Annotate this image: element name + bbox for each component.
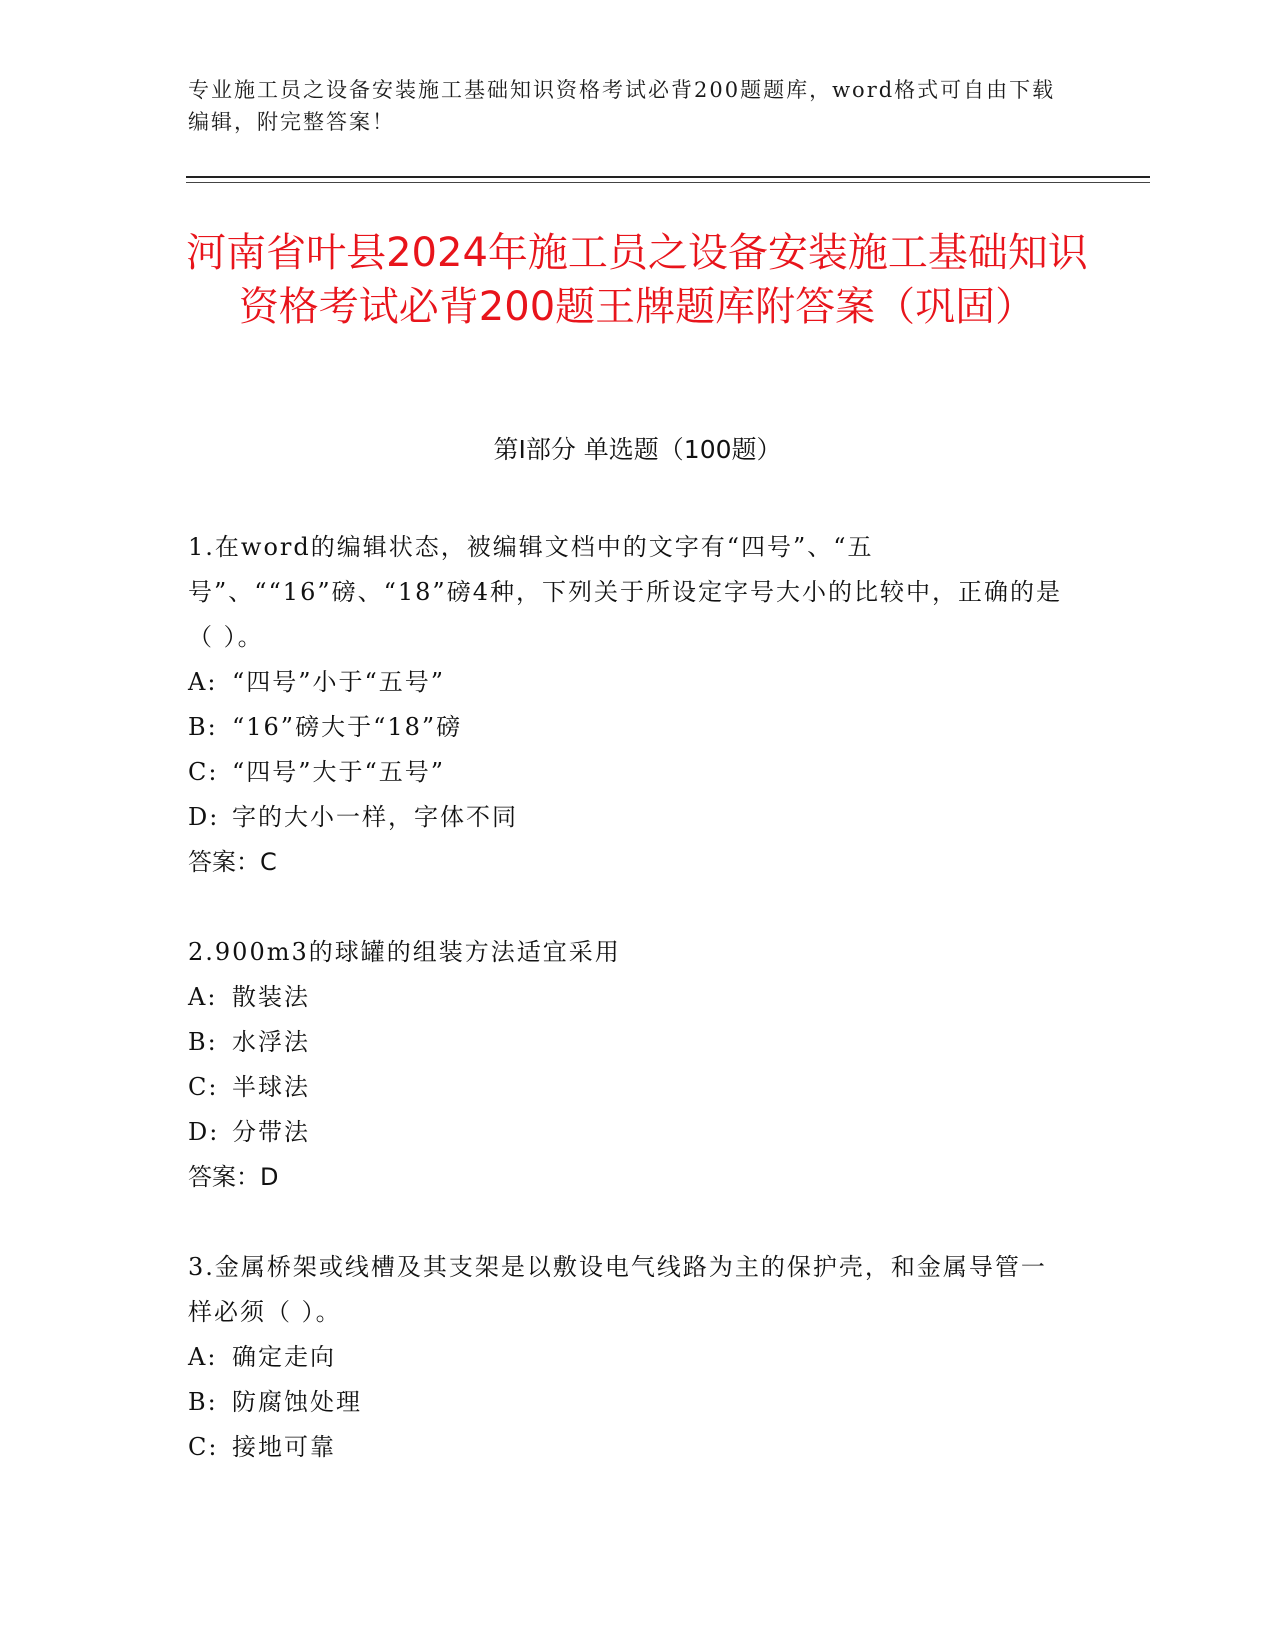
question-stem: 3.金属桥架或线槽及其支架是以敷设电气线路为主的保护壳，和金属导管一样必须（ ）。 <box>188 1253 1047 1326</box>
question-2 <box>188 930 1068 1200</box>
option-key: D: <box>188 803 220 831</box>
option-text: 散装法 <box>232 983 310 1011</box>
option-text: 水浮法 <box>232 1028 310 1056</box>
question-3 <box>188 1245 1068 1470</box>
question-stem: 1.在word的编辑状态，被编辑文档中的文字有“四号”、“五号”、““16”磅、“18”磅4种，下列关于所设定字号大小的比较中，正确的是（ ）。 <box>188 533 1062 651</box>
option-text: 半球法 <box>232 1073 310 1101</box>
question-1 <box>188 525 1068 885</box>
option-text: “四号”小于“五号” <box>232 668 446 696</box>
option-key: C: <box>188 1433 219 1461</box>
option-c <box>188 1425 1068 1470</box>
option-b <box>188 1380 1068 1425</box>
option-key: C: <box>188 758 219 786</box>
option-key: A: <box>188 983 218 1011</box>
option-text: 接地可靠 <box>232 1433 336 1461</box>
header-divider-thin <box>186 182 1150 183</box>
option-text: 确定走向 <box>232 1343 336 1371</box>
option-key: C: <box>188 1073 219 1101</box>
option-b <box>188 1020 1068 1065</box>
option-text: “16”磅大于“18”磅 <box>232 713 463 741</box>
option-a <box>188 1335 1068 1380</box>
option-key: B: <box>188 1028 218 1056</box>
option-key: B: <box>188 1388 218 1416</box>
option-key: B: <box>188 713 218 741</box>
option-d <box>188 1110 1068 1155</box>
option-c <box>188 750 1068 795</box>
option-d <box>188 795 1068 840</box>
option-a <box>188 975 1068 1020</box>
option-c <box>188 1065 1068 1110</box>
option-text: 字的大小一样，字体不同 <box>232 803 518 831</box>
answer: 答案：C <box>188 848 277 876</box>
option-key: A: <box>188 1343 218 1371</box>
option-a <box>188 660 1068 705</box>
header-note: 专业施工员之设备安装施工基础知识资格考试必背200题题库，word格式可自由下载编辑，附完整答案！ <box>188 78 1056 134</box>
option-key: D: <box>188 1118 220 1146</box>
option-key: A: <box>188 668 218 696</box>
question-list <box>188 525 1068 1515</box>
section-heading: 第I部分 单选题（100题） <box>493 435 782 464</box>
document-title: 河南省叶县2024年施工员之设备安装施工基础知识资格考试必背200题王牌题库附答案（巩固） <box>186 230 1088 330</box>
option-text: “四号”大于“五号” <box>232 758 446 786</box>
option-text: 防腐蚀处理 <box>232 1388 362 1416</box>
option-text: 分带法 <box>232 1118 310 1146</box>
header-divider-thick <box>186 176 1150 178</box>
answer: 答案：D <box>188 1163 279 1191</box>
option-b <box>188 705 1068 750</box>
question-stem: 2.900m3的球罐的组装方法适宜采用 <box>188 938 621 966</box>
